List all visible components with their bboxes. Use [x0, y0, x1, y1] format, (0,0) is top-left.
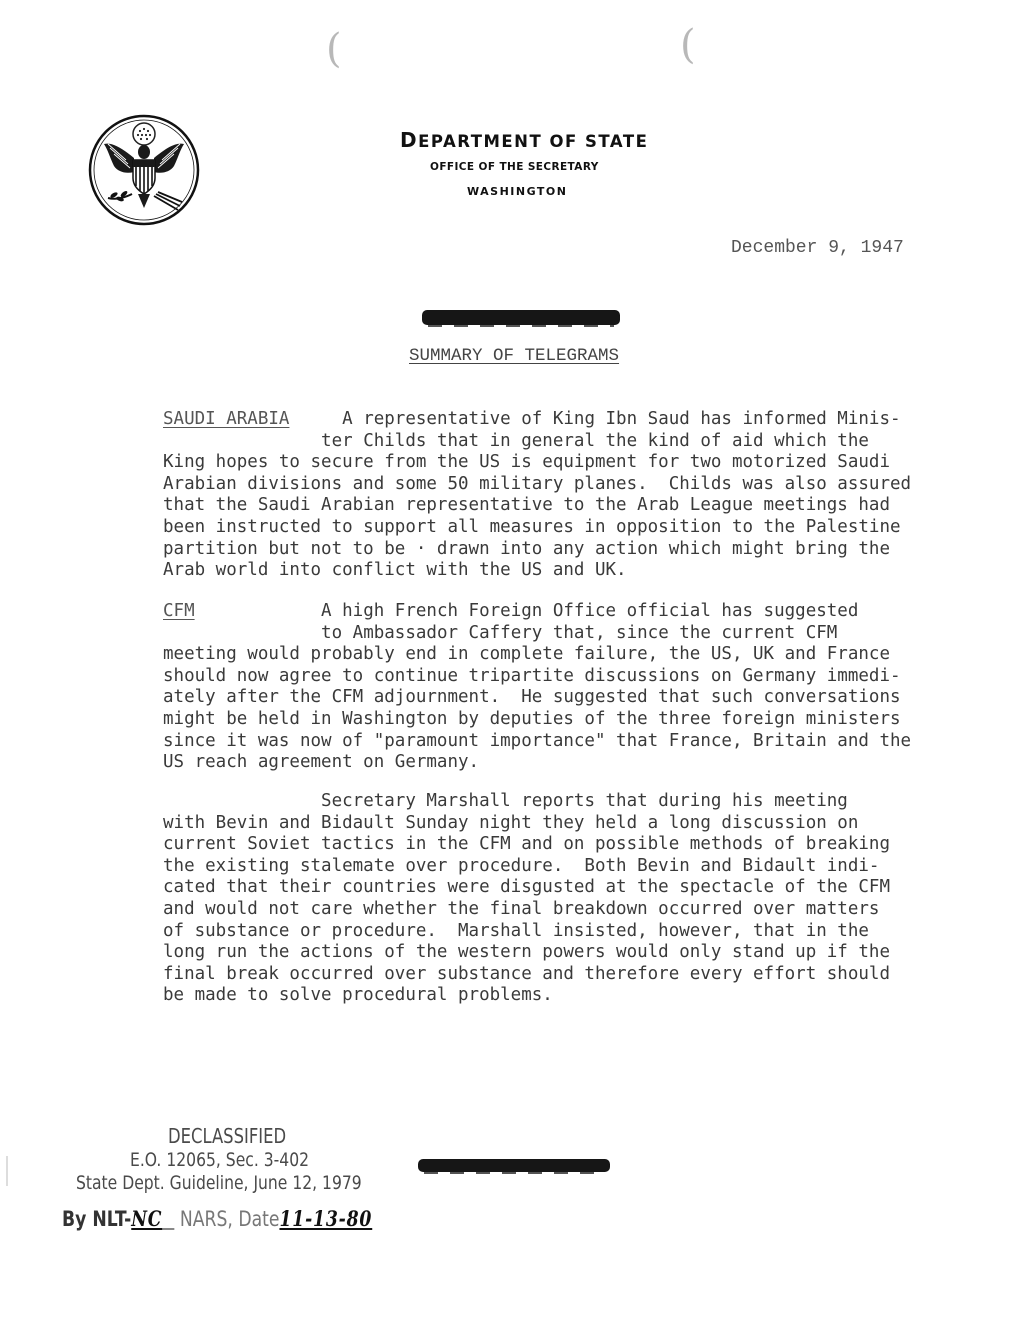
text-line: Secretary Marshall reports that during his meeting	[321, 791, 848, 811]
text-line: Arabian divisions and some 50 military planes. Childs was also assured	[163, 473, 912, 494]
letterhead-office: OFFICE OF THE SECRETARY	[430, 161, 599, 173]
letterhead-department: DEPARTMENT OF STATE	[400, 128, 649, 152]
section-saudi-arabia	[163, 409, 911, 582]
declassification-authority	[62, 1206, 372, 1231]
scan-mark-right: (	[680, 22, 696, 68]
section-marshall	[163, 791, 890, 1007]
declassification-order: E.O. 12065, Sec. 3-402	[130, 1149, 310, 1171]
nars-label: NARS, Date	[174, 1207, 280, 1231]
declassification-date: 11-13-80	[279, 1206, 373, 1231]
great-seal-icon	[88, 114, 200, 226]
reviewer-initials: NC	[131, 1206, 163, 1231]
text-line: and would not care whether the final breakdown occurred over matters	[163, 898, 880, 919]
text-line: ately after the CFM adjournment. He suggested that such conversations	[163, 687, 901, 708]
text-line: long run the actions of the western powers would only stand up if the	[163, 942, 890, 963]
scan-edge-mark	[6, 1156, 8, 1186]
text-line: been instructed to support all measures in opposition to the Palestine	[163, 516, 901, 537]
text-line: be made to solve procedural problems.	[163, 985, 553, 1006]
text-line: A high French Foreign Office official has suggested	[321, 601, 859, 621]
text-line: current Soviet tactics in the CFM and on possible methods of breaking	[163, 834, 890, 855]
section-label: SAUDI ARABIA	[163, 409, 290, 429]
redaction-bar-bottom	[418, 1159, 610, 1172]
text-line: King hopes to secure from the US is equipment for two motorized Saudi	[163, 452, 890, 473]
section-cfm	[163, 601, 911, 774]
redaction-bar-top	[422, 310, 620, 325]
text-line: ter Childs that in general the kind of aid which the	[321, 430, 869, 451]
section-label: CFM	[163, 601, 195, 621]
text-line: Arab world into conflict with the US and UK.	[163, 560, 627, 581]
text-line: final break occurred over substance and therefore every effort should	[163, 963, 890, 984]
text-line: should now agree to continue tripartite discussions on Germany immedi-	[163, 665, 901, 686]
text-line: US reach agreement on Germany.	[163, 752, 480, 773]
scan-mark-left: (	[326, 26, 342, 72]
text-line: to Ambassador Caffery that, since the current CFM	[321, 622, 838, 643]
text-line: A representative of King Ibn Saud has informed Minis-	[342, 409, 901, 429]
memo-heading: SUMMARY OF TELEGRAMS	[409, 346, 620, 366]
memo-date: December 9, 1947	[731, 238, 904, 258]
letterhead-city: WASHINGTON	[467, 185, 568, 198]
text-line: partition but not to be · drawn into any action which might bring the	[163, 538, 890, 559]
text-line: might be held in Washington by deputies of the three foreign ministers	[163, 708, 901, 729]
text-line: meeting would probably end in complete failure, the US, UK and France	[163, 644, 890, 665]
text-line: the existing stalemate over procedure. Both Bevin and Bidault indi-	[163, 855, 880, 876]
text-line: that the Saudi Arabian representative to the Arab League meetings had	[163, 495, 890, 516]
declassification-guideline: State Dept. Guideline, June 12, 1979	[76, 1172, 362, 1194]
text-line: of substance or procedure. Marshall insisted, however, that in the	[163, 920, 869, 941]
by-prefix: By NLT-	[62, 1207, 132, 1231]
text-line: with Bevin and Bidault Sunday night they held a long discussion on	[163, 812, 859, 833]
text-line: since it was now of "paramount importance" that France, Britain and the	[163, 730, 912, 751]
text-line: cated that their countries were disgusted at the spectacle of the CFM	[163, 877, 890, 898]
declassified-stamp: DECLASSIFIED	[168, 1124, 287, 1148]
